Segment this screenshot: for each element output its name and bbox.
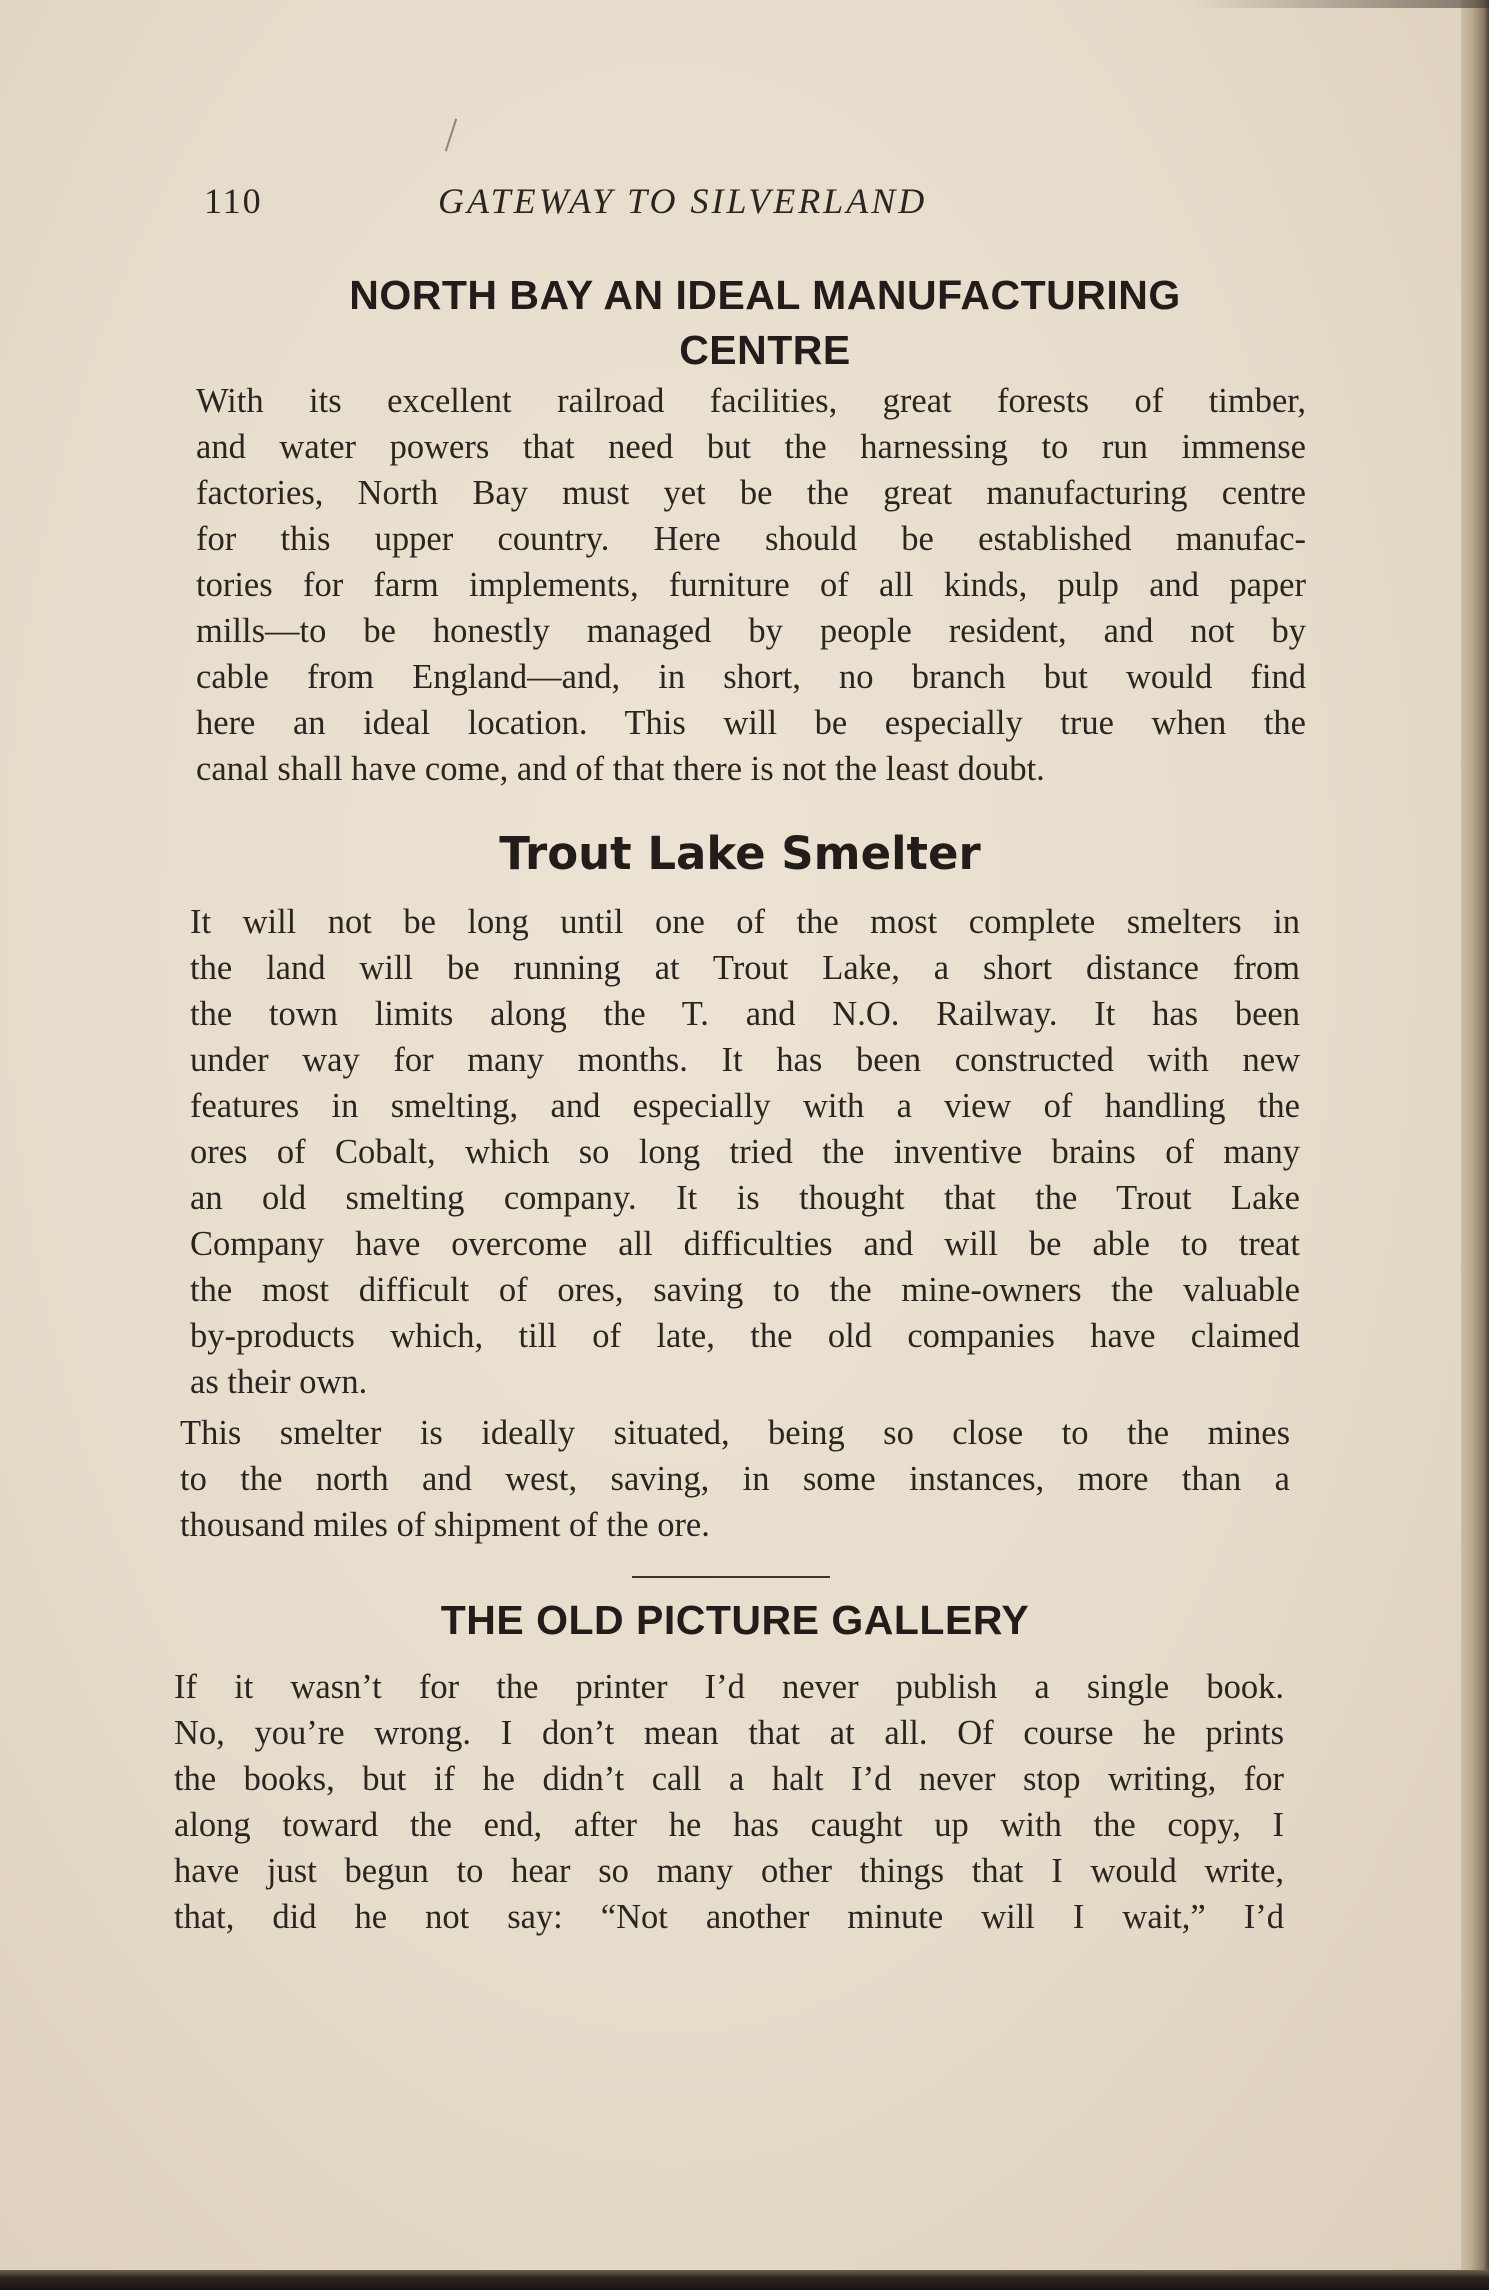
text-line: With its excellent railroad facilities, great forests of timber, [196, 382, 1306, 420]
page-number: 110 [204, 181, 263, 221]
running-head [204, 180, 1104, 240]
section-heading-smelter: Trout Lake Smelter [499, 827, 981, 880]
text-line: tories for farm implements, furniture of all kinds, pulp and paper [196, 566, 1306, 604]
section-heading-gallery: THE OLD PICTURE GALLERY [440, 1597, 1030, 1643]
text-line: factories, North Bay must yet be the great manufacturing centre [196, 474, 1306, 512]
text-line: ores of Cobalt, which so long tried the inventive brains of many [190, 1133, 1300, 1171]
text-line: to the north and west, saving, in some instances, more than a [180, 1460, 1290, 1498]
text-line: along toward the end, after he has caught up with the copy, I [174, 1806, 1284, 1844]
text-line: This smelter is ideally situated, being so close to the mines [180, 1414, 1290, 1452]
text-line: have just begun to hear so many other things that I would write, [174, 1852, 1284, 1890]
text-line: No, you’re wrong. I don’t mean that at all. Of course he prints [174, 1714, 1284, 1752]
section-heading-manufacturing [200, 268, 1330, 378]
text-line: the land will be running at Trout Lake, a short distance from [190, 949, 1300, 987]
text-line: the town limits along the T. and N.O. Railway. It has been [190, 995, 1300, 1033]
page-binding-edge [1461, 0, 1489, 2290]
text-line: the most difficult of ores, saving to the mine-owners the valuable [190, 1271, 1300, 1309]
text-line: by-products which, till of late, the old companies have claimed [190, 1317, 1300, 1355]
pencil-mark [445, 119, 457, 152]
heading-line: NORTH BAY AN IDEAL MANUFACTURING [349, 272, 1181, 318]
text-line: cable from England—and, in short, no branch but would find [196, 658, 1306, 696]
heading-line: CENTRE [679, 327, 851, 373]
text-line: It will not be long until one of the most complete smelters in [190, 903, 1300, 941]
text-line: for this upper country. Here should be established manufac- [196, 520, 1306, 558]
text-line: and water powers that need but the harnessing to run immense [196, 428, 1306, 466]
section-divider [632, 1576, 830, 1578]
text-line: mills—to be honestly managed by people resident, and not by [196, 612, 1306, 650]
paragraph-smelter-1 [190, 899, 1300, 1405]
text-line: canal shall have come, and of that there is not the least doubt. [196, 750, 1045, 788]
text-line: Company have overcome all difficulties and will be able to treat [190, 1225, 1300, 1263]
text-line: If it wasn’t for the printer I’d never publish a single book. [174, 1668, 1284, 1706]
text-line: an old smelting company. It is thought that the Trout Lake [190, 1179, 1300, 1217]
text-line: thousand miles of shipment of the ore. [180, 1506, 710, 1544]
running-title: GATEWAY TO SILVERLAND [438, 181, 928, 221]
text-line: as their own. [190, 1363, 368, 1401]
text-line: the books, but if he didn’t call a halt I’d never stop writing, for [174, 1760, 1284, 1798]
page-bottom-edge [0, 2270, 1489, 2290]
paragraph-manufacturing [196, 378, 1306, 792]
text-line: here an ideal location. This will be especially true when the [196, 704, 1306, 742]
text-line: features in smelting, and especially with a view of handling the [190, 1087, 1300, 1125]
paragraph-gallery [174, 1664, 1284, 1940]
text-line: that, did he not say: “Not another minute will I wait,” I’d [174, 1898, 1284, 1936]
page-top-shadow [1189, 0, 1489, 8]
text-line: under way for many months. It has been constructed with new [190, 1041, 1300, 1079]
paragraph-smelter-2 [180, 1410, 1290, 1548]
